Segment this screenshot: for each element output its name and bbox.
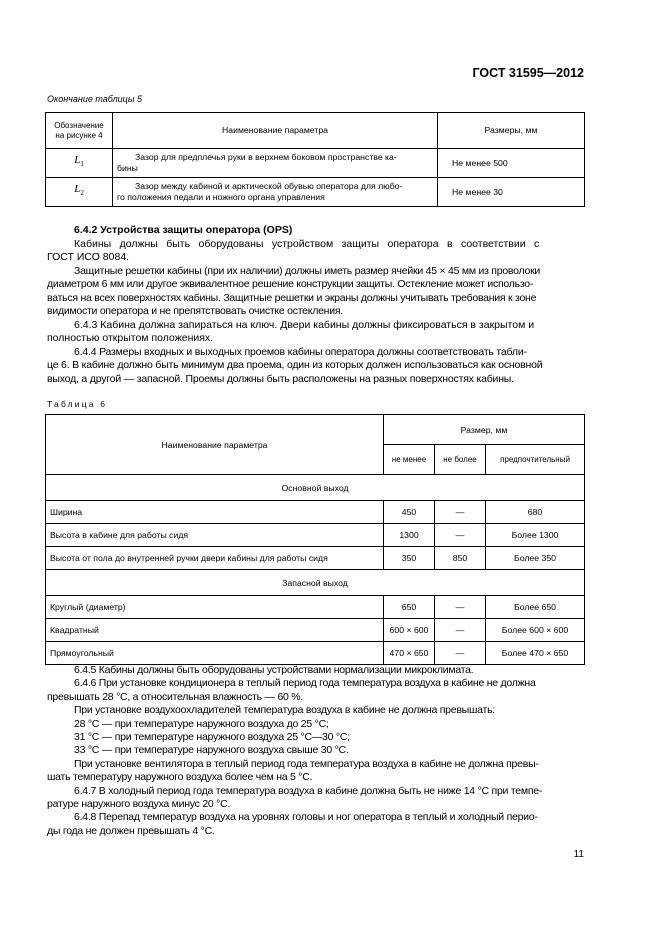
table-row <box>46 524 585 547</box>
symbol-letter: L <box>74 183 81 196</box>
paragraph-grilles <box>47 265 585 319</box>
text-line: 6.4.6 При установке кондиционера в теплый период года температура воздуха в кабине не должна <box>74 677 536 690</box>
table6-header-param: Наименование параметра <box>46 415 384 475</box>
text-line: Защитные решетки кабины (при их наличии) должны иметь размер ячейки 45 × 45 мм из проволоки <box>74 265 541 277</box>
table6-cell-max: — <box>435 524 486 547</box>
table-5 <box>45 112 585 207</box>
table5-header-size: Размеры, мм <box>438 113 585 149</box>
table6-cell-min: 350 <box>384 547 435 570</box>
text-line: ды года не должен превышать 4 °С. <box>47 824 215 837</box>
table6-cell-max: 850 <box>435 547 486 570</box>
paragraph-ops <box>47 238 585 265</box>
table-row <box>46 547 585 570</box>
table6-header-min: не менее <box>384 445 435 475</box>
text-line: выход, а другой — запасной. Проемы должны быть расположены на разных поверхностях кабины. <box>47 372 514 385</box>
table6-header-pref: предпочтительный <box>486 445 585 475</box>
text-line: 6.4.8 Перепад температур воздуха на уровнях головы и ног оператора в теплый и холодный перио- <box>74 811 538 824</box>
table6-cell-param: Круглый (диаметр) <box>46 596 384 619</box>
text-line: ГОСТ ИСО 8084. <box>47 251 130 264</box>
table6-header-size: Размер, мм <box>384 415 585 445</box>
table6-section-title: Основной выход <box>46 475 585 501</box>
table6-section-row <box>46 570 585 596</box>
text-line: полностью открытом положениях. <box>47 332 214 345</box>
table5-header-row <box>46 113 585 149</box>
table6-cell-pref: Более 1300 <box>486 524 585 547</box>
table6-cell-param: Квадратный <box>46 619 384 642</box>
text-line: превышать 28 °С, а относительная влажность — 60 %. <box>47 690 304 703</box>
table6-header-max: не более <box>435 445 486 475</box>
param-line1: Зазор между кабиной и арктической обувью оператора для любо- <box>135 181 403 191</box>
table6-cell-min: 470 × 650 <box>384 642 435 665</box>
text-line: 6.4.7 В холодный период года температура воздуха в кабине должна быть не ниже 14 °С при темпе- <box>74 784 543 797</box>
table6-caption: Таблица 6 <box>47 399 108 409</box>
paragraph-644 <box>47 346 585 386</box>
table6-header-row <box>46 415 585 445</box>
table6-section-row <box>46 475 585 501</box>
text-line: видимости оператора и не препятствовать очистке остекления. <box>47 305 343 318</box>
table6-cell-pref: Более 650 <box>486 596 585 619</box>
table-row <box>46 149 585 178</box>
text-line: це 6. В кабине должно быть минимум два проема, один из которых должен использоваться как основной <box>47 359 543 372</box>
table5-value: Не менее 500 <box>438 149 585 178</box>
table6-section-title: Запасной выход <box>46 570 585 596</box>
text-line: При установке воздухоохладителей температура воздуха в кабине не должна превышать: <box>74 704 495 717</box>
table5-param <box>113 178 438 207</box>
text-line: диаметром 6 мм или другое эквивалентное решение конструкции защиты. Остекление может использо- <box>47 278 534 291</box>
table-row <box>46 642 585 665</box>
table5-caption: Окончание таблицы 5 <box>47 94 142 104</box>
text-line: шать температуру наружного воздуха более чем на 5 °С. <box>47 771 313 784</box>
symbol-subscript: 2 <box>80 189 84 198</box>
table-row <box>46 501 585 524</box>
text-line: ратуре наружного воздуха минус 20 °С. <box>47 798 231 811</box>
paragraph-block-climate <box>47 664 585 838</box>
table5-value: Не менее 30 <box>438 178 585 207</box>
section-heading-642: 6.4.2 Устройства защиты оператора (OPS) <box>74 224 293 236</box>
text-line: 6.4.5 Кабины должны быть оборудованы устройствами нормализации микроклимата. <box>74 664 474 676</box>
table-row <box>46 596 585 619</box>
text-line: 33 °С — при температуре наружного воздуха свыше 30 °С. <box>74 744 349 757</box>
table-6 <box>45 414 585 665</box>
text-line: 31 °С — при температуре наружного воздуха 25 °С—30 °С; <box>74 731 350 744</box>
text-line: ваться на всех поверхностях кабины. Защитные решетки и экраны должны учитывать требования к зоне <box>47 291 537 304</box>
table6-cell-max: — <box>435 501 486 524</box>
table5-header-param: Наименование параметра <box>113 113 438 149</box>
table6-cell-min: 1300 <box>384 524 435 547</box>
document-code: ГОСТ 31595—2012 <box>472 66 584 80</box>
text-line: 6.4.3 Кабина должна запираться на ключ. Двери кабины должны фиксироваться в закрытом и <box>74 319 535 331</box>
table6-cell-min: 650 <box>384 596 435 619</box>
table6-cell-param: Высота в кабине для работы сидя <box>46 524 384 547</box>
param-line2: бины <box>117 163 138 173</box>
text-line: При установке вентилятора в теплый период года температура воздуха в кабине не должна превы- <box>74 757 539 770</box>
table6-cell-param: Прямоугольный <box>46 642 384 665</box>
table-row <box>46 619 585 642</box>
table5-header-designation <box>46 113 113 149</box>
paragraph-643 <box>47 319 585 346</box>
table6-cell-param: Ширина <box>46 501 384 524</box>
table6-cell-max: — <box>435 596 486 619</box>
symbol-subscript: 1 <box>80 160 84 169</box>
table6-cell-pref: Более 350 <box>486 547 585 570</box>
page-number: 11 <box>573 849 584 860</box>
table6-cell-min: 600 × 600 <box>384 619 435 642</box>
param-line1: Зазор для предплечья руки в верхнем боковом пространстве ка- <box>135 152 397 162</box>
designation-line1: Обозначение <box>54 120 104 130</box>
symbol-letter: L <box>74 154 81 167</box>
param-line2: го положения педали и ножного органа управления <box>117 192 325 202</box>
table6-cell-max: — <box>435 619 486 642</box>
text-line: 28 °С — при температуре наружного воздуха до 25 °С; <box>74 717 329 730</box>
table6-cell-pref: 680 <box>486 501 585 524</box>
table5-symbol <box>46 178 113 207</box>
table5-symbol <box>46 149 113 178</box>
table6-cell-pref: Более 470 × 650 <box>486 642 585 665</box>
designation-line2: на рисунке 4 <box>55 130 103 140</box>
table-row <box>46 178 585 207</box>
table5-param <box>113 149 438 178</box>
table6-cell-max: — <box>435 642 486 665</box>
table6-cell-min: 450 <box>384 501 435 524</box>
text-line: Кабины должны быть оборудованы устройством защиты оператора в соответствии с <box>74 238 540 250</box>
table6-cell-param: Высота от пола до внутренней ручки двери кабины для работы сидя <box>46 547 384 570</box>
table6-cell-pref: Более 600 × 600 <box>486 619 585 642</box>
text-line: 6.4.4 Размеры входных и выходных проемов кабины оператора должны соответствовать табли- <box>74 346 527 358</box>
